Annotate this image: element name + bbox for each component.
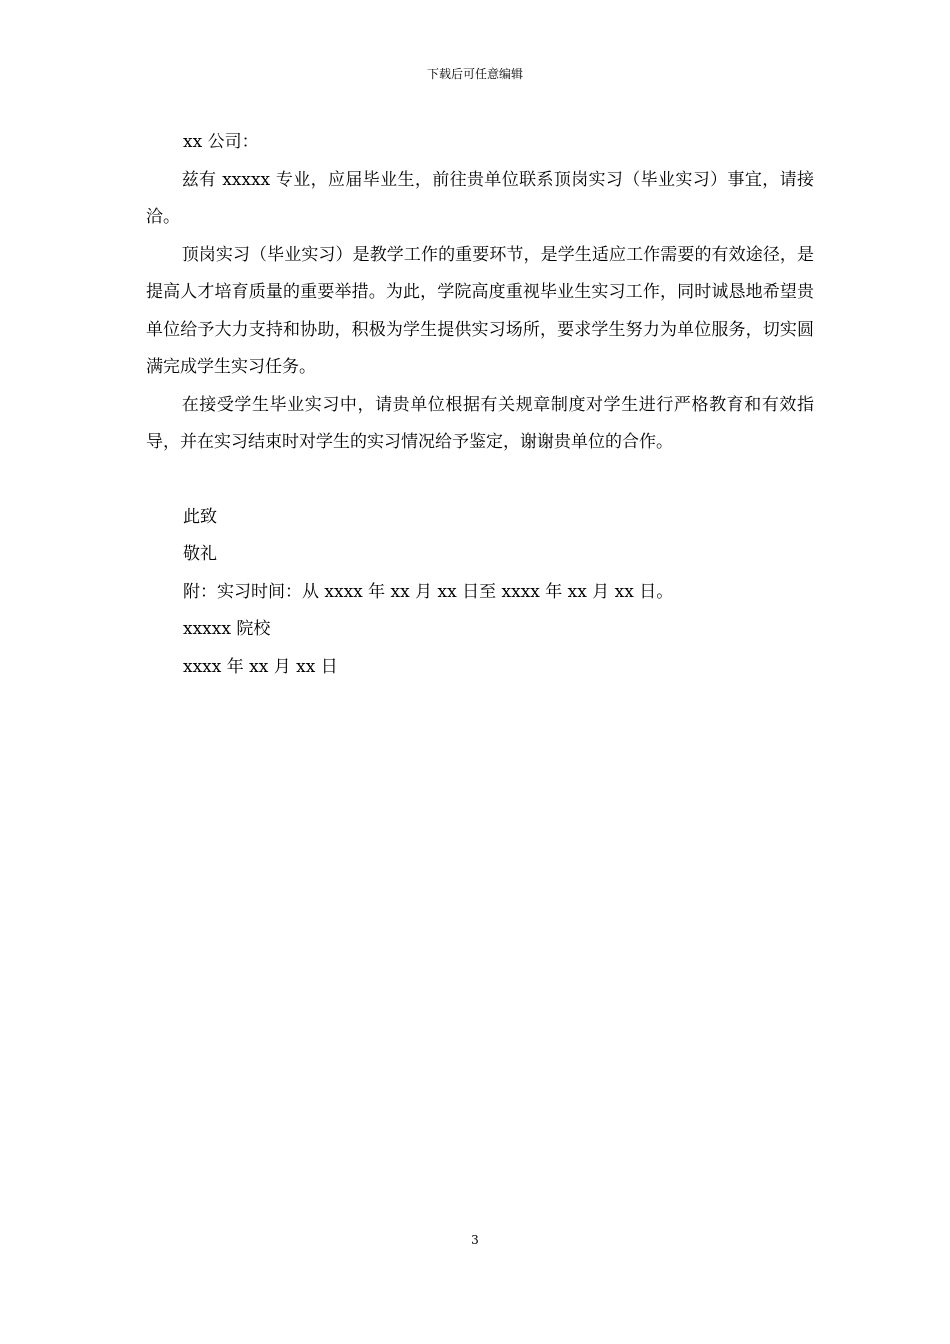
letter-body — [146, 124, 814, 686]
page-number: 3 — [471, 1233, 479, 1247]
paragraph-importance: 顶岗实习（毕业实习）是教学工作的重要环节，是学生适应工作需要的有效途径，是提高人才培育质量的重要举措。为此，学院高度重视毕业生实习工作，同时诚恳地希望贵单位给予大力支持和协助，积极为学生提供实习场所，要求学生努力为单位服务，切实圆满完成学生实习任务。 — [146, 244, 814, 377]
signature-date: xxxx 年 xx 月 xx 日 — [183, 656, 338, 677]
attachment-internship-period: 附：实习时间：从 xxxx 年 xx 月 xx 日至 xxxx 年 xx 月 xx 日。 — [183, 581, 674, 602]
signature-school: xxxxx 院校 — [183, 619, 271, 639]
blank-line — [146, 462, 814, 499]
page-header-note: 下载后可任意编辑 — [426, 67, 523, 81]
closing-jing-li: 敬礼 — [183, 544, 217, 564]
paragraph-introduction: 兹有 xxxxx 专业，应届毕业生，前往贵单位联系顶岗实习（毕业实习）事宜，请接洽。 — [146, 169, 814, 227]
paragraph-request: 在接受学生毕业实习中，请贵单位根据有关规章制度对学生进行严格教育和有效指导，并在实习结束时对学生的实习情况给予鉴定，谢谢贵单位的合作。 — [146, 394, 814, 452]
salutation: xx 公司： — [183, 132, 259, 152]
closing-ci-zhi: 此致 — [183, 506, 217, 527]
